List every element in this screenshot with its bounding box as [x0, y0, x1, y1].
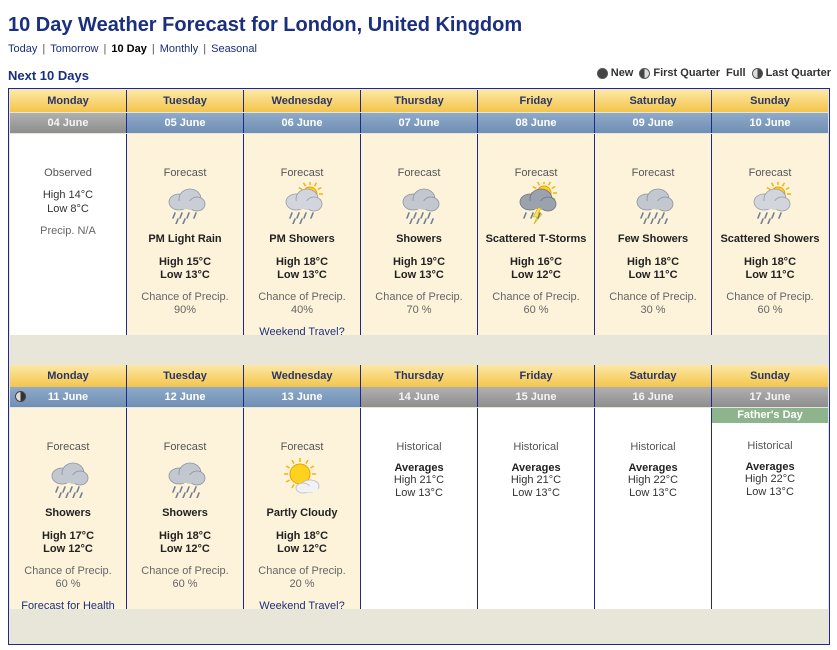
date-header	[244, 113, 361, 133]
high-temp: High 16°C	[509, 256, 563, 268]
legend-full: Full	[726, 67, 746, 79]
page-title: 10 Day Weather Forecast for London, United Kingdom	[8, 14, 523, 36]
precip-value: 60 %	[172, 578, 198, 590]
date-label: 05 June	[164, 117, 206, 129]
historical-label: Historical	[630, 441, 676, 453]
averages-label: Averages	[628, 462, 678, 474]
high-temp: High 22°C	[744, 473, 796, 485]
precip-chance	[127, 565, 243, 591]
date-label: 12 June	[164, 391, 206, 403]
high-temp: High 18°C	[275, 256, 329, 268]
day-header: Thursday	[361, 365, 478, 387]
precip-label: Chance of Precip.	[141, 565, 229, 577]
week1-cells	[10, 134, 828, 338]
date-header	[478, 387, 595, 407]
high-temp: High 18°C	[743, 256, 797, 268]
precip-chance	[244, 291, 360, 317]
forecast-label: Forecast	[748, 167, 792, 179]
precip-value: 70 %	[406, 304, 432, 316]
low-temp: Low 13°C	[394, 269, 444, 281]
low-temp: Low 11°C	[628, 269, 678, 281]
precip-value: 60 %	[55, 578, 81, 590]
high-temp: High 15°C	[158, 256, 212, 268]
precip-chance	[361, 291, 477, 317]
nav-separator: |	[151, 43, 155, 55]
precip-chance	[595, 291, 711, 317]
forecast-temps	[10, 530, 126, 556]
low-temp: Low 12°C	[160, 543, 210, 555]
new-moon-icon	[597, 68, 608, 79]
day-header: Tuesday	[127, 365, 244, 387]
historical-label: Historical	[396, 441, 442, 453]
date-header	[10, 387, 127, 407]
day-header: Saturday	[595, 90, 712, 112]
condition-text: Scattered T-Storms	[485, 233, 587, 245]
date-header	[244, 387, 361, 407]
date-header	[712, 387, 828, 407]
low-temp: Low 13°C	[277, 269, 327, 281]
day-cell	[10, 134, 127, 335]
date-label: 04 June	[47, 117, 89, 129]
condition-text: PM Showers	[269, 233, 335, 245]
precip-chance	[127, 291, 243, 317]
observed-temps	[10, 188, 126, 216]
high-temp: High 18°C	[626, 256, 680, 268]
day-cell	[595, 408, 712, 609]
precip-value: 20 %	[289, 578, 315, 590]
forecast-temps	[127, 256, 243, 282]
cell-link[interactable]: Forecast for Health	[21, 600, 115, 612]
precip-chance	[712, 291, 828, 317]
observed-label: Observed	[44, 167, 92, 179]
high-temp: High 14°C	[42, 189, 94, 201]
average-temps	[361, 474, 477, 500]
day-header: Monday	[10, 365, 127, 387]
showers-icon	[631, 182, 675, 224]
high-temp: High 21°C	[510, 474, 562, 486]
showers-icon	[46, 456, 90, 498]
forecast-grid	[8, 88, 830, 645]
forecast-temps	[244, 530, 360, 556]
week1-date-headers	[10, 113, 828, 133]
day-cell	[361, 408, 478, 609]
forecast-temps	[712, 256, 828, 282]
last-quarter-moon-icon	[752, 68, 763, 79]
date-label: 07 June	[398, 117, 440, 129]
forecast-label: Forecast	[163, 167, 207, 179]
condition-text: PM Light Rain	[148, 233, 222, 245]
precip-label: Chance of Precip.	[258, 291, 346, 303]
sun-showers-icon	[280, 182, 324, 224]
low-temp: Low 13°C	[746, 486, 794, 498]
day-cell	[595, 134, 712, 335]
legend-new: New	[597, 67, 634, 79]
sun-showers-icon	[748, 182, 792, 224]
date-label: 11 June	[47, 391, 89, 403]
date-label: 16 June	[632, 391, 674, 403]
precip-label: Chance of Precip.	[141, 291, 229, 303]
light-rain-icon	[163, 182, 207, 224]
precip-value: 40%	[290, 304, 314, 316]
precip-value: 30 %	[640, 304, 666, 316]
cell-link[interactable]: Weekend Travel?	[259, 326, 345, 338]
forecast-temps	[244, 256, 360, 282]
day-cell	[10, 408, 127, 612]
date-header	[712, 113, 828, 133]
precip-value: 60 %	[523, 304, 549, 316]
partly-cloudy-icon	[280, 456, 324, 498]
week2-date-headers	[10, 387, 828, 407]
precip-chance	[478, 291, 594, 317]
date-label: 14 June	[398, 391, 440, 403]
low-temp: Low 8°C	[47, 203, 89, 215]
historical-label: Historical	[747, 440, 793, 452]
averages-label: Averages	[745, 461, 795, 473]
forecast-label: Forecast	[631, 167, 675, 179]
event-banner: Father's Day	[712, 408, 828, 423]
forecast-label: Forecast	[280, 441, 324, 453]
day-header: Sunday	[712, 90, 828, 112]
low-temp: Low 13°C	[512, 487, 560, 499]
historical-label: Historical	[513, 441, 559, 453]
condition-text: Scattered Showers	[720, 233, 820, 245]
date-header	[127, 113, 244, 133]
forecast-label: Forecast	[280, 167, 324, 179]
date-label: 08 June	[515, 117, 557, 129]
low-temp: Low 13°C	[160, 269, 210, 281]
nav-10-day: 10 Day	[111, 43, 147, 55]
average-temps	[712, 473, 828, 499]
date-header	[595, 113, 712, 133]
legend-first-quarter: First Quarter	[639, 67, 720, 79]
forecast-temps	[478, 256, 594, 282]
date-label: 09 June	[632, 117, 674, 129]
date-label: 06 June	[281, 117, 323, 129]
precip-value: 90%	[173, 304, 197, 316]
high-temp: High 18°C	[158, 530, 212, 542]
low-temp: Low 12°C	[511, 269, 561, 281]
high-temp: High 21°C	[393, 474, 445, 486]
precip-na: Precip. N/A	[40, 225, 96, 237]
showers-icon	[397, 182, 441, 224]
nav-today[interactable]: Today	[8, 43, 38, 55]
nav-monthly[interactable]: Monthly	[159, 43, 199, 55]
date-header	[361, 387, 478, 407]
day-cell	[478, 134, 595, 335]
day-cell	[478, 408, 595, 609]
date-header	[361, 113, 478, 133]
precip-chance	[10, 565, 126, 591]
week2-cells	[10, 408, 828, 612]
forecast-label: Forecast	[514, 167, 558, 179]
high-temp: High 19°C	[392, 256, 446, 268]
legend-last-quarter: Last Quarter	[752, 67, 831, 79]
forecast-temps	[361, 256, 477, 282]
forecast-label: Forecast	[397, 167, 441, 179]
average-temps	[478, 474, 594, 500]
thunderstorm-icon	[514, 182, 558, 224]
day-header: Wednesday	[244, 365, 361, 387]
precip-value: 60 %	[757, 304, 783, 316]
first-quarter-moon-icon	[639, 68, 650, 79]
condition-text: Partly Cloudy	[266, 507, 338, 519]
forecast-nav	[8, 43, 257, 55]
precip-label: Chance of Precip.	[375, 291, 463, 303]
forecast-temps	[595, 256, 711, 282]
averages-label: Averages	[511, 462, 561, 474]
nav-separator: |	[42, 43, 46, 55]
low-temp: Low 12°C	[277, 543, 327, 555]
day-header: Tuesday	[127, 90, 244, 112]
low-temp: Low 11°C	[745, 269, 795, 281]
section-title: Next 10 Days	[8, 68, 89, 83]
day-cell	[712, 134, 828, 335]
average-temps	[595, 474, 711, 500]
day-header: Friday	[478, 90, 595, 112]
date-label: 15 June	[515, 391, 557, 403]
day-header: Wednesday	[244, 90, 361, 112]
forecast-label: Forecast	[46, 441, 90, 453]
nav-seasonal[interactable]: Seasonal	[211, 43, 257, 55]
forecast-temps	[127, 530, 243, 556]
day-header: Thursday	[361, 90, 478, 112]
precip-label: Chance of Precip.	[258, 565, 346, 577]
last-quarter-icon	[15, 391, 26, 402]
date-header	[10, 113, 127, 133]
low-temp: Low 13°C	[629, 487, 677, 499]
high-temp: High 18°C	[275, 530, 329, 542]
nav-separator: |	[103, 43, 107, 55]
high-temp: High 17°C	[41, 530, 95, 542]
condition-text: Few Showers	[617, 233, 689, 245]
day-cell	[244, 408, 361, 612]
date-header	[478, 113, 595, 133]
week2-day-headers	[10, 365, 828, 387]
averages-label: Averages	[394, 462, 444, 474]
low-temp: Low 12°C	[43, 543, 93, 555]
precip-chance	[244, 565, 360, 591]
date-label: 17 June	[749, 391, 791, 403]
day-cell	[712, 408, 828, 609]
day-header: Monday	[10, 90, 127, 112]
day-cell	[361, 134, 478, 335]
precip-label: Chance of Precip.	[726, 291, 814, 303]
moon-phase-legend	[597, 67, 831, 79]
forecast-label: Forecast	[163, 441, 207, 453]
condition-text: Showers	[396, 233, 442, 245]
day-cell	[127, 408, 244, 609]
high-temp: High 22°C	[627, 474, 679, 486]
nav-separator: |	[203, 43, 207, 55]
date-header	[127, 387, 244, 407]
precip-label: Chance of Precip.	[24, 565, 112, 577]
date-header	[595, 387, 712, 407]
day-header: Friday	[478, 365, 595, 387]
condition-text: Showers	[45, 507, 91, 519]
showers-icon	[163, 456, 207, 498]
nav-tomorrow[interactable]: Tomorrow	[50, 43, 99, 55]
condition-text: Showers	[162, 507, 208, 519]
day-header: Sunday	[712, 365, 828, 387]
week1-day-headers	[10, 90, 828, 112]
date-label: 13 June	[281, 391, 323, 403]
precip-label: Chance of Precip.	[492, 291, 580, 303]
day-cell	[244, 134, 361, 338]
precip-label: Chance of Precip.	[609, 291, 697, 303]
date-label: 10 June	[749, 117, 791, 129]
day-header: Saturday	[595, 365, 712, 387]
cell-link[interactable]: Weekend Travel?	[259, 600, 345, 612]
low-temp: Low 13°C	[395, 487, 443, 499]
day-cell	[127, 134, 244, 335]
